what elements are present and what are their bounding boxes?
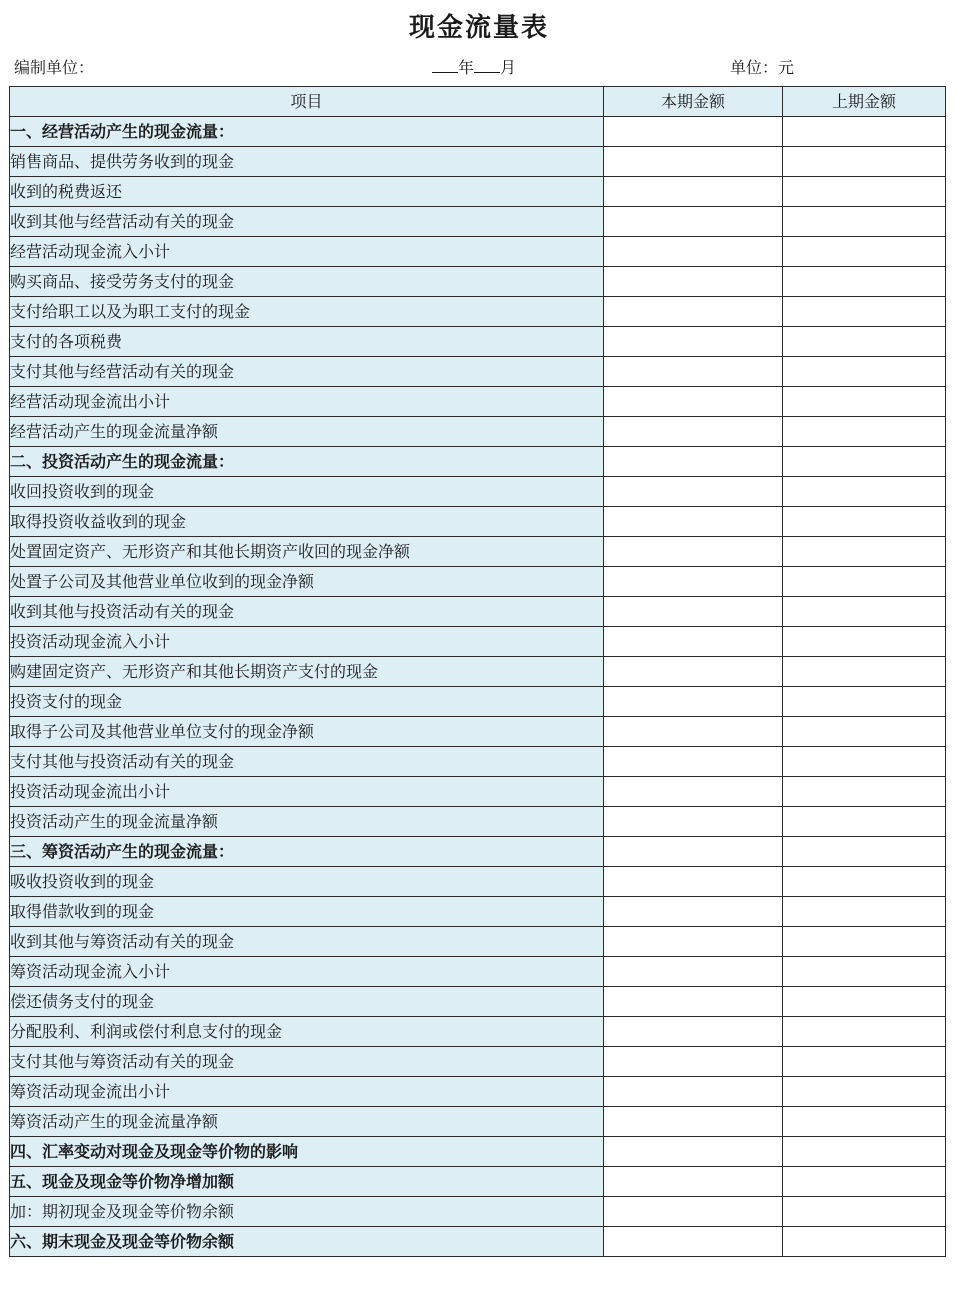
row-item-label: 取得借款收到的现金 <box>10 897 604 927</box>
current-amount-cell[interactable] <box>604 117 783 147</box>
preparer-unit-label: 编制单位： <box>14 58 95 77</box>
previous-amount-cell[interactable] <box>783 237 946 267</box>
header-row <box>10 87 946 117</box>
table-row <box>10 717 946 747</box>
current-amount-cell[interactable] <box>604 627 783 657</box>
previous-amount-cell[interactable] <box>783 957 946 987</box>
table-row <box>10 687 946 717</box>
table-row <box>10 987 946 1017</box>
row-item-label: 经营活动现金流入小计 <box>10 237 604 267</box>
row-item-label: 收到其他与筹资活动有关的现金 <box>10 927 604 957</box>
row-item-label: 收到的税费返还 <box>10 177 604 207</box>
row-item-label: 处置子公司及其他营业单位收到的现金净额 <box>10 567 604 597</box>
previous-amount-cell[interactable] <box>783 327 946 357</box>
table-row <box>10 837 946 867</box>
row-item-label: 筹资活动现金流出小计 <box>10 1077 604 1107</box>
row-item-label: 处置固定资产、无形资产和其他长期资产收回的现金净额 <box>10 537 604 567</box>
current-amount-cell[interactable] <box>604 1137 783 1167</box>
year-suffix: 年 <box>458 58 475 77</box>
previous-amount-cell[interactable] <box>783 717 946 747</box>
currency-unit-label: 单位：元 <box>730 58 795 77</box>
table-row <box>10 387 946 417</box>
row-item-label: 经营活动产生的现金流量净额 <box>10 417 604 447</box>
table-row <box>10 537 946 567</box>
table-row <box>10 807 946 837</box>
previous-amount-cell[interactable] <box>783 747 946 777</box>
row-item-label: 支付给职工以及为职工支付的现金 <box>10 297 604 327</box>
current-amount-cell[interactable] <box>604 417 783 447</box>
previous-amount-cell[interactable] <box>783 1167 946 1197</box>
row-item-label: 购买商品、接受劳务支付的现金 <box>10 267 604 297</box>
previous-amount-cell[interactable] <box>783 417 946 447</box>
previous-amount-cell[interactable] <box>783 1197 946 1227</box>
previous-amount-cell[interactable] <box>783 657 946 687</box>
current-amount-cell[interactable] <box>604 597 783 627</box>
current-amount-cell[interactable] <box>604 1017 783 1047</box>
table-row <box>10 897 946 927</box>
current-amount-cell[interactable] <box>604 987 783 1017</box>
current-amount-cell[interactable] <box>604 1077 783 1107</box>
current-amount-cell[interactable] <box>604 957 783 987</box>
row-item-label: 支付其他与经营活动有关的现金 <box>10 357 604 387</box>
row-item-label: 吸收投资收到的现金 <box>10 867 604 897</box>
previous-amount-cell[interactable] <box>783 927 946 957</box>
previous-amount-cell[interactable] <box>783 777 946 807</box>
row-item-label: 支付其他与筹资活动有关的现金 <box>10 1047 604 1077</box>
row-item-label: 投资活动现金流出小计 <box>10 777 604 807</box>
table-row <box>10 1077 946 1107</box>
row-item-label: 五、现金及现金等价物净增加额 <box>10 1167 604 1197</box>
table-row <box>10 957 946 987</box>
table-row <box>10 357 946 387</box>
current-amount-cell[interactable] <box>604 807 783 837</box>
row-item-label: 筹资活动现金流入小计 <box>10 957 604 987</box>
current-amount-cell[interactable] <box>604 837 783 867</box>
table-body <box>10 117 946 1257</box>
table-row <box>10 567 946 597</box>
row-item-label: 投资活动现金流入小计 <box>10 627 604 657</box>
table-row <box>10 267 946 297</box>
previous-amount-cell[interactable] <box>783 807 946 837</box>
previous-amount-cell[interactable] <box>783 387 946 417</box>
previous-amount-cell[interactable] <box>783 837 946 867</box>
current-amount-cell[interactable] <box>604 327 783 357</box>
previous-amount-cell[interactable] <box>783 1227 946 1257</box>
column-header-previous-amount: 上期金额 <box>783 87 946 117</box>
table-row <box>10 147 946 177</box>
current-amount-cell[interactable] <box>604 747 783 777</box>
table-row <box>10 237 946 267</box>
row-item-label: 二、投资活动产生的现金流量： <box>10 447 604 477</box>
table-row <box>10 1017 946 1047</box>
table-row <box>10 777 946 807</box>
table-row <box>10 177 946 207</box>
table-row <box>10 1227 946 1257</box>
previous-amount-cell[interactable] <box>783 447 946 477</box>
current-amount-cell[interactable] <box>604 297 783 327</box>
row-item-label: 偿还债务支付的现金 <box>10 987 604 1017</box>
previous-amount-cell[interactable] <box>783 177 946 207</box>
table-row <box>10 117 946 147</box>
current-amount-cell[interactable] <box>604 387 783 417</box>
previous-amount-cell[interactable] <box>783 267 946 297</box>
row-item-label: 销售商品、提供劳务收到的现金 <box>10 147 604 177</box>
current-amount-cell[interactable] <box>604 447 783 477</box>
row-item-label: 经营活动现金流出小计 <box>10 387 604 417</box>
previous-amount-cell[interactable] <box>783 987 946 1017</box>
previous-amount-cell[interactable] <box>783 357 946 387</box>
table-row <box>10 327 946 357</box>
previous-amount-cell[interactable] <box>783 207 946 237</box>
previous-amount-cell[interactable] <box>783 1107 946 1137</box>
previous-amount-cell[interactable] <box>783 897 946 927</box>
current-amount-cell[interactable] <box>604 477 783 507</box>
current-amount-cell[interactable] <box>604 267 783 297</box>
previous-amount-cell[interactable] <box>783 1077 946 1107</box>
current-amount-cell[interactable] <box>604 1197 783 1227</box>
table-row <box>10 507 946 537</box>
column-header-current-amount: 本期金额 <box>604 87 783 117</box>
current-amount-cell[interactable] <box>604 1047 783 1077</box>
previous-amount-cell[interactable] <box>783 687 946 717</box>
row-item-label: 筹资活动产生的现金流量净额 <box>10 1107 604 1137</box>
table-row <box>10 447 946 477</box>
row-item-label: 投资活动产生的现金流量净额 <box>10 807 604 837</box>
row-item-label: 收回投资收到的现金 <box>10 477 604 507</box>
current-amount-cell[interactable] <box>604 507 783 537</box>
table-row <box>10 477 946 507</box>
previous-amount-cell[interactable] <box>783 507 946 537</box>
current-amount-cell[interactable] <box>604 567 783 597</box>
current-amount-cell[interactable] <box>604 147 783 177</box>
month-blank[interactable] <box>474 56 500 73</box>
previous-amount-cell[interactable] <box>783 1137 946 1167</box>
row-item-label: 加：期初现金及现金等价物余额 <box>10 1197 604 1227</box>
current-amount-cell[interactable] <box>604 657 783 687</box>
cash-flow-table <box>9 86 946 1257</box>
table-row <box>10 747 946 777</box>
current-amount-cell[interactable] <box>604 237 783 267</box>
current-amount-cell[interactable] <box>604 537 783 567</box>
previous-amount-cell[interactable] <box>783 117 946 147</box>
table-row <box>10 417 946 447</box>
table-row <box>10 1107 946 1137</box>
table-row <box>10 207 946 237</box>
row-item-label: 收到其他与投资活动有关的现金 <box>10 597 604 627</box>
row-item-label: 支付其他与投资活动有关的现金 <box>10 747 604 777</box>
table-row <box>10 927 946 957</box>
previous-amount-cell[interactable] <box>783 477 946 507</box>
row-item-label: 分配股利、利润或偿付利息支付的现金 <box>10 1017 604 1047</box>
previous-amount-cell[interactable] <box>783 147 946 177</box>
current-amount-cell[interactable] <box>604 1167 783 1197</box>
previous-amount-cell[interactable] <box>783 297 946 327</box>
previous-amount-cell[interactable] <box>783 627 946 657</box>
table-row <box>10 1197 946 1227</box>
previous-amount-cell[interactable] <box>783 597 946 627</box>
current-amount-cell[interactable] <box>604 357 783 387</box>
page-title: 现金流量表 <box>408 13 549 43</box>
previous-amount-cell[interactable] <box>783 567 946 597</box>
row-item-label: 投资支付的现金 <box>10 687 604 717</box>
row-item-label: 支付的各项税费 <box>10 327 604 357</box>
table-row <box>10 1047 946 1077</box>
column-header-item: 项目 <box>10 87 604 117</box>
row-item-label: 收到其他与经营活动有关的现金 <box>10 207 604 237</box>
current-amount-cell[interactable] <box>604 777 783 807</box>
year-blank[interactable] <box>432 56 458 73</box>
period-field <box>432 56 516 80</box>
row-item-label: 取得子公司及其他营业单位支付的现金净额 <box>10 717 604 747</box>
table-row <box>10 1167 946 1197</box>
current-amount-cell[interactable] <box>604 1107 783 1137</box>
previous-amount-cell[interactable] <box>783 1047 946 1077</box>
current-amount-cell[interactable] <box>604 687 783 717</box>
table-row <box>10 1137 946 1167</box>
row-item-label: 四、汇率变动对现金及现金等价物的影响 <box>10 1137 604 1167</box>
table-row <box>10 597 946 627</box>
current-amount-cell[interactable] <box>604 867 783 897</box>
table-row <box>10 297 946 327</box>
row-item-label: 购建固定资产、无形资产和其他长期资产支付的现金 <box>10 657 604 687</box>
row-item-label: 三、筹资活动产生的现金流量： <box>10 837 604 867</box>
current-amount-cell[interactable] <box>604 207 783 237</box>
current-amount-cell[interactable] <box>604 897 783 927</box>
current-amount-cell[interactable] <box>604 927 783 957</box>
table-row <box>10 627 946 657</box>
current-amount-cell[interactable] <box>604 177 783 207</box>
row-item-label: 取得投资收益收到的现金 <box>10 507 604 537</box>
row-item-label: 一、经营活动产生的现金流量： <box>10 117 604 147</box>
previous-amount-cell[interactable] <box>783 537 946 567</box>
table-row <box>10 657 946 687</box>
current-amount-cell[interactable] <box>604 1227 783 1257</box>
month-suffix: 月 <box>500 58 517 77</box>
row-item-label: 六、期末现金及现金等价物余额 <box>10 1227 604 1257</box>
table-row <box>10 867 946 897</box>
current-amount-cell[interactable] <box>604 717 783 747</box>
previous-amount-cell[interactable] <box>783 867 946 897</box>
previous-amount-cell[interactable] <box>783 1017 946 1047</box>
